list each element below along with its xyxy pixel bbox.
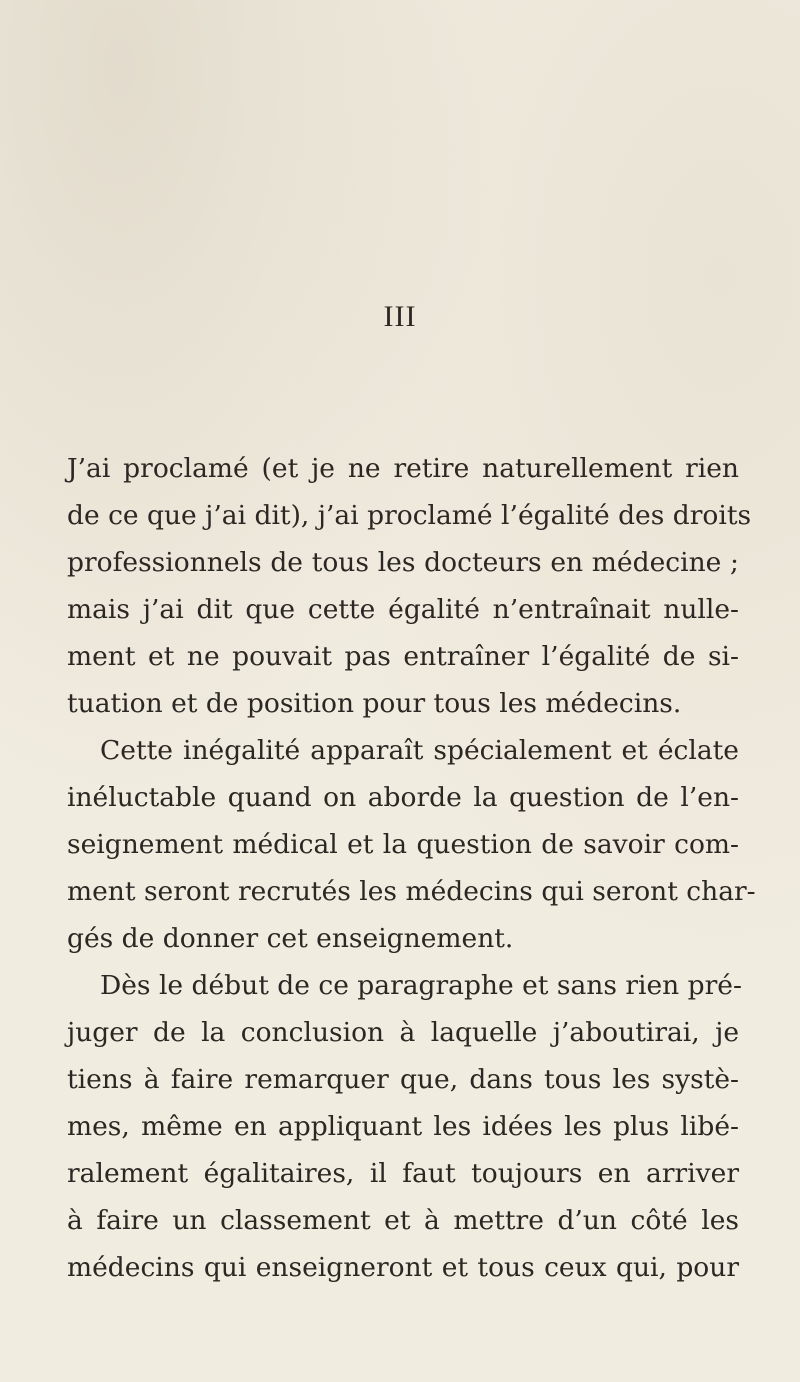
text-line: seignement médical et la question de savoir com- — [67, 829, 739, 860]
text-line: professionnels de tous les docteurs en médecine ; — [67, 547, 739, 578]
text-line: juger de la conclusion à laquelle j’aboutirai, je — [67, 1017, 739, 1048]
text-line: ment et ne pouvait pas entraîner l’égalité de si- — [67, 641, 739, 672]
text-line-paragraph-end: gés de donner cet enseignement. — [67, 923, 514, 954]
text-line: mes, même en appliquant les idées les plus libé- — [67, 1111, 739, 1142]
text-line-paragraph-start: Cette inégalité apparaît spécialement et éclate — [100, 735, 739, 766]
text-line: mais j’ai dit que cette égalité n’entraînait nulle- — [67, 594, 739, 625]
text-line: J’ai proclamé (et je ne retire naturellement rien — [67, 453, 739, 484]
section-heading: III — [383, 300, 417, 333]
page-body — [67, 445, 756, 1291]
text-line: à faire un classement et à mettre d’un côté les — [67, 1205, 739, 1236]
text-line: inéluctable quand on aborde la question de l’en- — [67, 782, 739, 813]
text-line: de ce que j’ai dit), j’ai proclamé l’égalité des droits — [67, 500, 752, 531]
text-line: ralement égalitaires, il faut toujours en arriver — [67, 1158, 739, 1189]
text-line: tiens à faire remarquer que, dans tous les systè- — [67, 1064, 739, 1095]
text-line: ment seront recrutés les médecins qui seront char- — [67, 876, 756, 907]
text-line-paragraph-end: tuation et de position pour tous les médecins. — [67, 688, 682, 719]
text-line-paragraph-start: Dès le début de ce paragraphe et sans rien pré- — [100, 970, 742, 1001]
text-line: médecins qui enseigneront et tous ceux qui, pour — [67, 1252, 739, 1283]
